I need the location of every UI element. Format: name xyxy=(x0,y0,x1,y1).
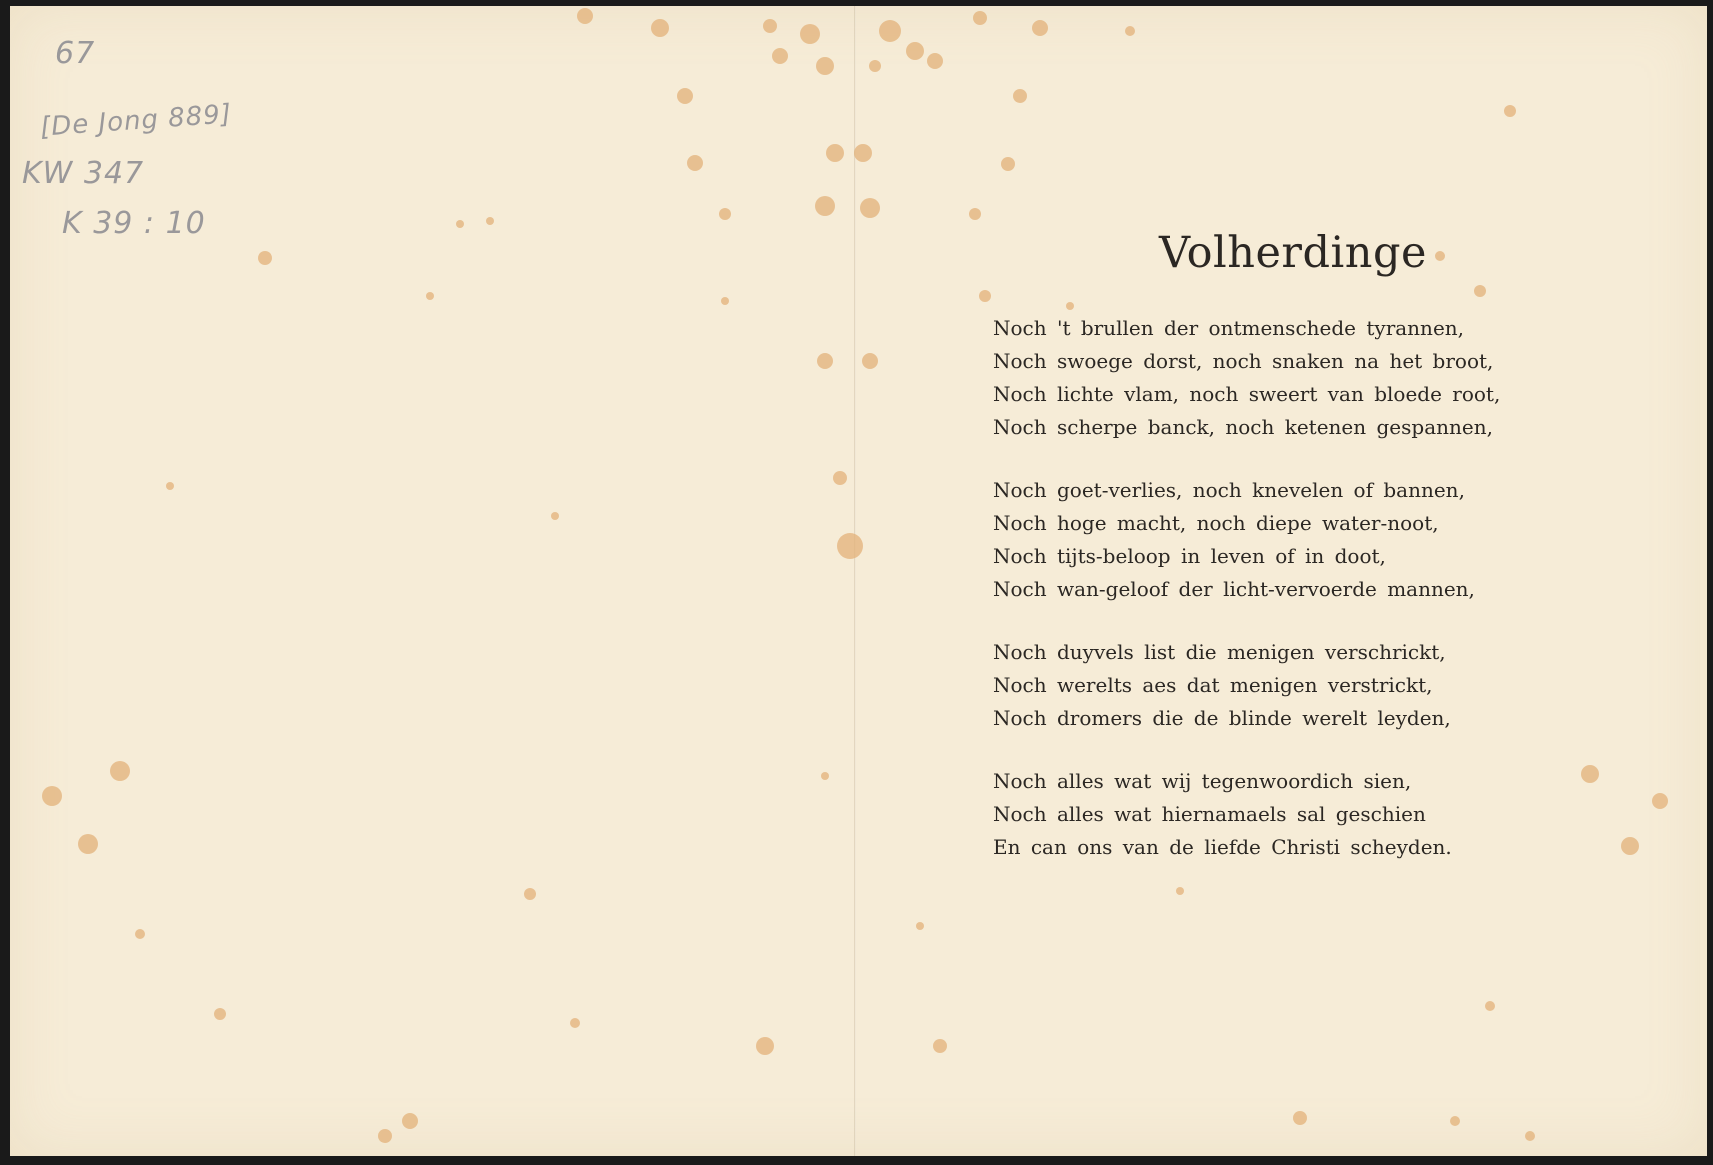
poem-line: Noch duyvels list die menigen verschrickt, xyxy=(993,640,1446,664)
stanza-3 xyxy=(993,636,1553,735)
poem xyxy=(993,228,1553,894)
poem-line: Noch werelts aes dat menigen verstrickt, xyxy=(993,673,1433,697)
stanza-2 xyxy=(993,474,1553,606)
poem-line: En can ons van de liefde Christi scheyden. xyxy=(993,835,1452,859)
poem-line: Noch alles wat hiernamaels sal geschien xyxy=(993,802,1426,826)
stanza-1 xyxy=(993,312,1553,444)
stanza-4 xyxy=(993,765,1553,864)
pencil-kw-annotation: KW 347 xyxy=(22,156,145,191)
poem-line: Noch goet-verlies, noch knevelen of bannen, xyxy=(993,478,1465,502)
document-sheet xyxy=(10,6,1707,1156)
poem-line: Noch hoge macht, noch diepe water-noot, xyxy=(993,511,1439,535)
pencil-number-annotation: 67 xyxy=(55,36,96,71)
poem-line: Noch 't brullen der ontmenschede tyrannen, xyxy=(993,316,1465,340)
poem-line: Noch scherpe banck, noch ketenen gespannen, xyxy=(993,415,1493,439)
poem-line: Noch tijts-beloop in leven of in doot, xyxy=(993,544,1386,568)
poem-line: Noch swoege dorst, noch snaken na het broot, xyxy=(993,349,1494,373)
poem-line: Noch dromers die de blinde werelt leyden, xyxy=(993,706,1451,730)
pencil-reference-annotation: [De Jong 889] xyxy=(39,99,233,143)
poem-title: Volherdinge xyxy=(1159,228,1427,278)
poem-line: Noch lichte vlam, noch sweert van bloede root, xyxy=(993,382,1501,406)
poem-line: Noch alles wat wij tegenwoordich sien, xyxy=(993,769,1412,793)
poem-line: Noch wan-geloof der licht-vervoerde mannen, xyxy=(993,577,1475,601)
page-fold xyxy=(854,6,856,1156)
pencil-k-annotation: K 39 : 10 xyxy=(62,206,206,241)
